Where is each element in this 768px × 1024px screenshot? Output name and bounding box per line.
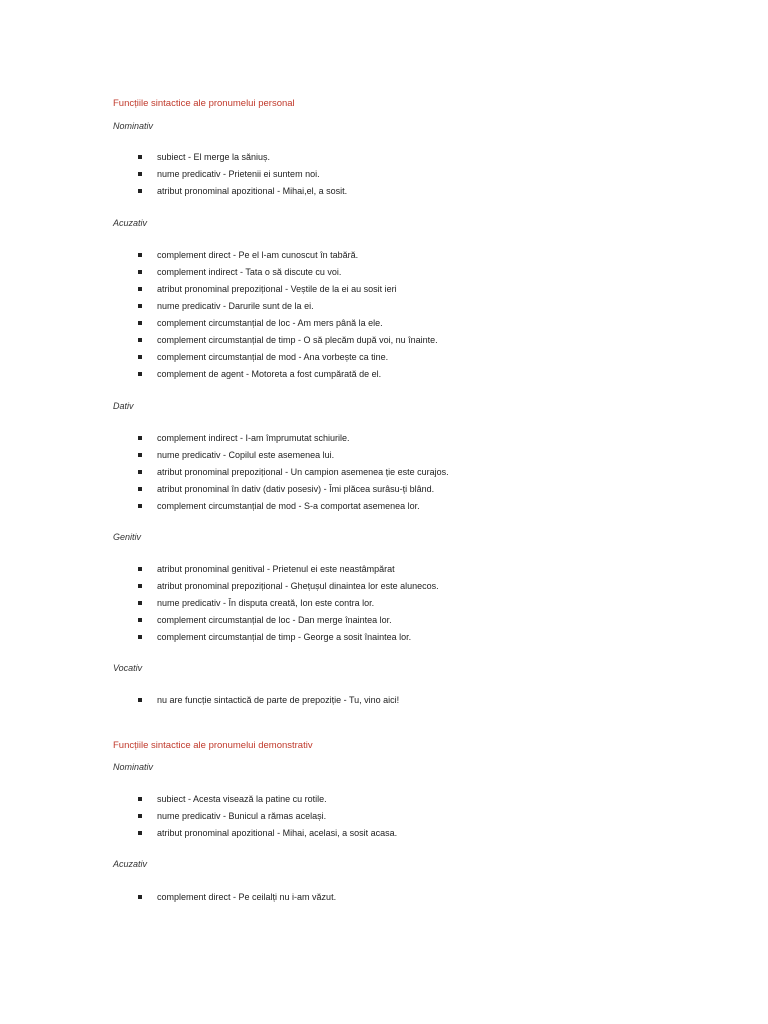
list-item-text: atribut pronominal prepozițional - Veștile de la ei au sosit ieri (157, 284, 397, 294)
case-title-dativ: Dativ (113, 401, 134, 411)
bullet-icon (138, 321, 142, 325)
bullet-icon (138, 831, 142, 835)
list-item (0, 169, 768, 183)
list-item (0, 450, 768, 464)
list-item-text: subiect - Acesta visează la patine cu rotile. (157, 794, 327, 804)
list-item-text: complement indirect - I-am împrumutat schiurile. (157, 433, 350, 443)
bullet-icon (138, 155, 142, 159)
list-item-text: complement circumstanțial de timp - George a sosit înaintea lor. (157, 632, 412, 642)
list-item-text: nume predicativ - În disputa creată, Ion este contra lor. (157, 598, 375, 608)
bullet-icon (138, 189, 142, 193)
bullet-icon (138, 355, 142, 359)
list-item (0, 484, 768, 498)
case-title-nominativ: Nominativ (113, 121, 154, 131)
case-title-vocativ: Vocativ (113, 663, 143, 673)
bullet-icon (138, 698, 142, 702)
list-item (0, 501, 768, 515)
list-item-text: complement circumstanțial de mod - S-a comportat asemenea lor. (157, 501, 420, 511)
bullet-icon (138, 338, 142, 342)
list-item (0, 152, 768, 166)
list-item (0, 369, 768, 383)
bullet-icon (138, 618, 142, 622)
bullet-icon (138, 797, 142, 801)
bullet-icon (138, 172, 142, 176)
bullet-icon (138, 601, 142, 605)
list-item-text: atribut pronominal în dativ (dativ posesiv) - Îmi plăcea surâsu-ți blând. (157, 484, 435, 494)
list-item-text: atribut pronominal apozitional - Mihai, acelasi, a sosit acasa. (157, 828, 398, 838)
list-item (0, 695, 768, 709)
bullet-icon (138, 635, 142, 639)
bullet-icon (138, 504, 142, 508)
list-item (0, 186, 768, 200)
bullet-icon (138, 814, 142, 818)
bullet-icon (138, 584, 142, 588)
list-item-text: nume predicativ - Bunicul a rămas același. (157, 811, 327, 821)
list-item (0, 318, 768, 332)
bullet-icon (138, 487, 142, 491)
section-title-demonstrativ: Funcțiile sintactice ale pronumelui demonstrativ (113, 740, 313, 751)
list-item-text: complement indirect - Tata o să discute cu voi. (157, 267, 342, 277)
list-item (0, 335, 768, 349)
list-item (0, 811, 768, 825)
list-item-text: complement circumstanțial de loc - Dan merge înaintea lor. (157, 615, 392, 625)
list-item (0, 301, 768, 315)
list-item (0, 250, 768, 264)
bullet-icon (138, 253, 142, 257)
list-item-text: nu are funcție sintactică de parte de prepoziție - Tu, vino aici! (157, 695, 400, 705)
bullet-icon (138, 567, 142, 571)
list-item-text: complement circumstanțial de loc - Am mers până la ele. (157, 318, 383, 328)
bullet-icon (138, 287, 142, 291)
bullet-icon (138, 436, 142, 440)
bullet-icon (138, 304, 142, 308)
case-title-genitiv: Genitiv (113, 532, 142, 542)
list-item-text: nume predicativ - Prietenii ei suntem noi. (157, 169, 320, 179)
list-item-text: complement direct - Pe ceilalți nu i-am văzut. (157, 892, 337, 902)
section-title-personal: Funcțiile sintactice ale pronumelui personal (113, 98, 295, 109)
list-item-text: nume predicativ - Darurile sunt de la ei. (157, 301, 314, 311)
list-item (0, 581, 768, 595)
list-item (0, 467, 768, 481)
list-item (0, 892, 768, 906)
list-item (0, 598, 768, 612)
bullet-icon (138, 270, 142, 274)
list-item-text: complement direct - Pe el l-am cunoscut în tabără. (157, 250, 359, 260)
case-title-nominativ: Nominativ (113, 762, 154, 772)
list-item-text: atribut pronominal prepozițional - Un campion asemenea ție este curajos. (157, 467, 449, 477)
list-item (0, 615, 768, 629)
list-item-text: atribut pronominal apozitional - Mihai,el, a sosit. (157, 186, 348, 196)
list-item (0, 352, 768, 366)
bullet-icon (138, 470, 142, 474)
bullet-icon (138, 372, 142, 376)
list-item-text: subiect - El merge la săniuș. (157, 152, 271, 162)
case-title-acuzativ: Acuzativ (113, 859, 148, 869)
list-item (0, 564, 768, 578)
list-item (0, 632, 768, 646)
list-item-text: complement circumstanțial de timp - O să plecăm după voi, nu înainte. (157, 335, 438, 345)
list-item (0, 284, 768, 298)
list-item (0, 267, 768, 281)
bullet-icon (138, 453, 142, 457)
list-item (0, 433, 768, 447)
list-item (0, 828, 768, 842)
list-item-text: complement circumstanțial de mod - Ana vorbește ca tine. (157, 352, 389, 362)
list-item-text: atribut pronominal prepozițional - Ghețușul dinaintea lor este alunecos. (157, 581, 439, 591)
list-item-text: atribut pronominal genitival - Prietenul ei este neastâmpărat (157, 564, 395, 574)
list-item (0, 794, 768, 808)
list-item-text: complement de agent - Motoreta a fost cumpărată de el. (157, 369, 382, 379)
case-title-acuzativ: Acuzativ (113, 218, 148, 228)
list-item-text: nume predicativ - Copilul este asemenea lui. (157, 450, 335, 460)
bullet-icon (138, 895, 142, 899)
